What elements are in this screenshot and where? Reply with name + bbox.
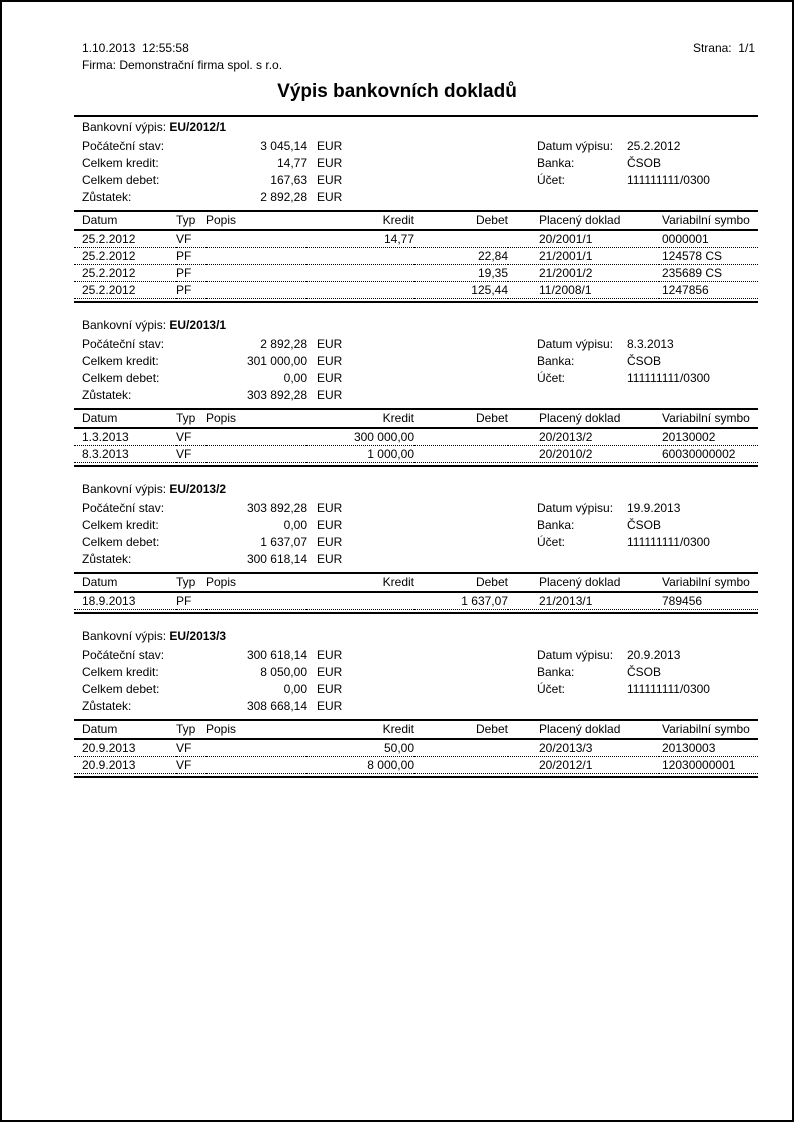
cell-typ: PF	[176, 282, 206, 299]
cell-kredit: 1 000,00	[306, 446, 414, 463]
col-header-popis: Popis	[206, 409, 306, 428]
col-header-kredit: Kredit	[306, 573, 414, 592]
closing-balance-label: Zůstatek:	[82, 190, 132, 204]
cell-placeny-doklad: 20/2010/2	[508, 446, 659, 463]
summary-row	[537, 137, 710, 154]
statement-label: Bankovní výpis:	[82, 482, 167, 496]
cell-variabilni-symbol: 1247856	[659, 282, 758, 299]
table-header-row	[74, 211, 758, 230]
table-row	[74, 757, 758, 774]
currency-label: EUR	[317, 156, 343, 170]
total-credit-value: 8 050,00	[260, 665, 307, 679]
table-row	[74, 248, 758, 265]
report-datetime: 1.10.2013 12:55:58	[82, 41, 189, 55]
statement-label: Bankovní výpis:	[82, 318, 167, 332]
col-header-datum: Datum	[74, 211, 176, 230]
cell-variabilni-symbol: 789456	[659, 592, 758, 610]
page-number: Strana: 1/1	[692, 41, 755, 55]
col-header-typ: Typ	[176, 409, 206, 428]
bank-label: Banka:	[537, 156, 575, 170]
cell-datum: 25.2.2012	[74, 282, 176, 299]
statement-section	[74, 479, 758, 614]
table-row	[74, 230, 758, 248]
summary-row	[537, 516, 710, 533]
col-header-popis: Popis	[206, 211, 306, 230]
table-row	[74, 446, 758, 463]
total-credit-label: Celkem kredit:	[82, 518, 159, 532]
report-title: Výpis bankovních dokladů	[277, 81, 517, 102]
transactions-table-wrap	[74, 408, 758, 467]
summary-bank-details	[537, 499, 710, 550]
cell-typ: PF	[176, 248, 206, 265]
summary-row	[82, 386, 758, 403]
opening-balance-label: Počáteční stav:	[82, 337, 165, 351]
cell-debet: 19,35	[414, 265, 508, 282]
total-debit-label: Celkem debet:	[82, 682, 160, 696]
statement-heading	[74, 626, 758, 646]
cell-popis	[206, 428, 306, 446]
col-header-variabilni-symbol: Variabilní symbo	[659, 211, 758, 230]
currency-label: EUR	[317, 682, 343, 696]
cell-kredit	[306, 282, 414, 299]
cell-placeny-doklad: 20/2012/1	[508, 757, 659, 774]
summary-row	[537, 171, 710, 188]
currency-label: EUR	[317, 371, 343, 385]
statement-label: Bankovní výpis:	[82, 629, 167, 643]
closing-balance-label: Zůstatek:	[82, 388, 132, 402]
cell-debet	[414, 757, 508, 774]
cell-popis	[206, 757, 306, 774]
transactions-table	[74, 572, 758, 610]
account-label: Účet:	[537, 682, 566, 696]
summary-bank-details	[537, 137, 710, 188]
cell-typ: VF	[176, 428, 206, 446]
statement-date-label: Datum výpisu:	[537, 501, 614, 515]
statement-summary	[74, 499, 758, 567]
col-header-kredit: Kredit	[306, 211, 414, 230]
cell-typ: VF	[176, 230, 206, 248]
summary-row	[82, 697, 758, 714]
sections-container	[74, 115, 758, 778]
account-value: 111111111/0300	[627, 682, 710, 696]
cell-debet	[414, 446, 508, 463]
currency-label: EUR	[317, 665, 343, 679]
cell-debet: 22,84	[414, 248, 508, 265]
summary-row	[537, 533, 710, 550]
table-row	[74, 265, 758, 282]
cell-popis	[206, 265, 306, 282]
cell-typ: VF	[176, 739, 206, 757]
currency-label: EUR	[317, 648, 343, 662]
transactions-table	[74, 210, 758, 299]
total-credit-label: Celkem kredit:	[82, 665, 159, 679]
summary-row	[82, 550, 758, 567]
transactions-table	[74, 408, 758, 463]
cell-datum: 18.9.2013	[74, 592, 176, 610]
table-row	[74, 282, 758, 299]
cell-variabilni-symbol: 20130002	[659, 428, 758, 446]
cell-datum: 1.3.2013	[74, 428, 176, 446]
cell-variabilni-symbol: 124578 CS	[659, 248, 758, 265]
opening-balance-label: Počáteční stav:	[82, 139, 165, 153]
total-debit-value: 1 637,07	[260, 535, 307, 549]
statement-section	[74, 626, 758, 778]
table-row	[74, 428, 758, 446]
cell-placeny-doklad: 20/2001/1	[508, 230, 659, 248]
col-header-debet: Debet	[414, 409, 508, 428]
col-header-placeny-doklad: Placený doklad	[508, 409, 659, 428]
col-header-popis: Popis	[206, 573, 306, 592]
col-header-placeny-doklad: Placený doklad	[508, 720, 659, 739]
account-label: Účet:	[537, 371, 566, 385]
currency-label: EUR	[317, 354, 343, 368]
cell-variabilni-symbol: 235689 CS	[659, 265, 758, 282]
col-header-datum: Datum	[74, 720, 176, 739]
currency-label: EUR	[317, 388, 343, 402]
cell-datum: 25.2.2012	[74, 230, 176, 248]
summary-row	[537, 369, 710, 386]
cell-popis	[206, 230, 306, 248]
cell-placeny-doklad: 21/2001/1	[508, 248, 659, 265]
cell-datum: 20.9.2013	[74, 757, 176, 774]
opening-balance-label: Počáteční stav:	[82, 501, 165, 515]
currency-label: EUR	[317, 699, 343, 713]
statement-heading	[74, 315, 758, 335]
cell-datum: 20.9.2013	[74, 739, 176, 757]
currency-label: EUR	[317, 337, 343, 351]
cell-typ: VF	[176, 446, 206, 463]
statement-code: EU/2012/1	[169, 120, 227, 134]
currency-label: EUR	[317, 552, 343, 566]
summary-row	[537, 154, 710, 171]
account-value: 111111111/0300	[627, 371, 710, 385]
bank-label: Banka:	[537, 518, 575, 532]
statement-summary	[74, 646, 758, 714]
cell-kredit	[306, 248, 414, 265]
bank-value: ČSOB	[627, 665, 662, 679]
account-label: Účet:	[537, 535, 566, 549]
summary-row	[537, 352, 710, 369]
company-line: Firma: Demonstrační firma spol. s r.o.	[82, 58, 283, 72]
col-header-placeny-doklad: Placený doklad	[508, 211, 659, 230]
cell-kredit	[306, 592, 414, 610]
total-debit-label: Celkem debet:	[82, 535, 160, 549]
closing-balance-label: Zůstatek:	[82, 552, 132, 566]
col-header-kredit: Kredit	[306, 720, 414, 739]
total-debit-label: Celkem debet:	[82, 371, 160, 385]
opening-balance-label: Počáteční stav:	[82, 648, 165, 662]
cell-placeny-doklad: 20/2013/2	[508, 428, 659, 446]
cell-variabilni-symbol: 60030000002	[659, 446, 758, 463]
cell-debet: 125,44	[414, 282, 508, 299]
transactions-table-wrap	[74, 210, 758, 303]
summary-row	[537, 499, 710, 516]
total-debit-value: 0,00	[283, 371, 307, 385]
cell-kredit: 8 000,00	[306, 757, 414, 774]
opening-balance-value: 300 618,14	[246, 648, 307, 662]
transactions-table	[74, 719, 758, 774]
statement-date-label: Datum výpisu:	[537, 337, 614, 351]
cell-typ: PF	[176, 592, 206, 610]
statement-heading	[74, 479, 758, 499]
statement-date-value: 8.3.2013	[627, 337, 674, 351]
summary-row	[537, 335, 710, 352]
cell-debet	[414, 428, 508, 446]
closing-balance-value: 308 668,14	[246, 699, 307, 713]
cell-placeny-doklad: 11/2008/1	[508, 282, 659, 299]
closing-balance-value: 2 892,28	[260, 190, 307, 204]
table-header-row	[74, 409, 758, 428]
summary-row	[82, 188, 758, 205]
statement-date-label: Datum výpisu:	[537, 139, 614, 153]
closing-balance-label: Zůstatek:	[82, 699, 132, 713]
col-header-typ: Typ	[176, 573, 206, 592]
col-header-datum: Datum	[74, 409, 176, 428]
summary-row	[537, 646, 710, 663]
statement-section	[74, 315, 758, 467]
cell-debet	[414, 230, 508, 248]
col-header-debet: Debet	[414, 211, 508, 230]
cell-popis	[206, 592, 306, 610]
table-row	[74, 739, 758, 757]
statement-summary	[74, 335, 758, 403]
cell-variabilni-symbol: 12030000001	[659, 757, 758, 774]
bank-value: ČSOB	[627, 354, 662, 368]
statement-date-value: 20.9.2013	[627, 648, 681, 662]
table-header-row	[74, 573, 758, 592]
cell-kredit: 300 000,00	[306, 428, 414, 446]
currency-label: EUR	[317, 501, 343, 515]
statement-section	[74, 115, 758, 303]
currency-label: EUR	[317, 173, 343, 187]
currency-label: EUR	[317, 139, 343, 153]
bank-label: Banka:	[537, 354, 575, 368]
col-header-popis: Popis	[206, 720, 306, 739]
opening-balance-value: 2 892,28	[260, 337, 307, 351]
statement-date-value: 19.9.2013	[627, 501, 681, 515]
closing-balance-value: 303 892,28	[246, 388, 307, 402]
currency-label: EUR	[317, 190, 343, 204]
transactions-table-wrap	[74, 719, 758, 778]
summary-bank-details	[537, 335, 710, 386]
cell-popis	[206, 282, 306, 299]
cell-debet: 1 637,07	[414, 592, 508, 610]
opening-balance-value: 3 045,14	[260, 139, 307, 153]
cell-kredit: 50,00	[306, 739, 414, 757]
summary-bank-details	[537, 646, 710, 697]
col-header-datum: Datum	[74, 573, 176, 592]
total-debit-value: 0,00	[283, 682, 307, 696]
summary-row	[537, 680, 710, 697]
cell-typ: VF	[176, 757, 206, 774]
cell-datum: 25.2.2012	[74, 248, 176, 265]
total-credit-value: 0,00	[283, 518, 307, 532]
statement-date-label: Datum výpisu:	[537, 648, 614, 662]
bank-value: ČSOB	[627, 156, 662, 170]
statement-code: EU/2013/3	[169, 629, 227, 643]
col-header-variabilni-symbol: Variabilní symbo	[659, 720, 758, 739]
cell-variabilni-symbol: 0000001	[659, 230, 758, 248]
bank-value: ČSOB	[627, 518, 662, 532]
closing-balance-value: 300 618,14	[246, 552, 307, 566]
cell-debet	[414, 739, 508, 757]
col-header-typ: Typ	[176, 720, 206, 739]
account-value: 111111111/0300	[627, 173, 710, 187]
cell-popis	[206, 248, 306, 265]
total-debit-label: Celkem debet:	[82, 173, 160, 187]
currency-label: EUR	[317, 518, 343, 532]
report-header	[82, 41, 755, 55]
currency-label: EUR	[317, 535, 343, 549]
statement-heading	[74, 117, 758, 137]
total-credit-label: Celkem kredit:	[82, 156, 159, 170]
bank-label: Banka:	[537, 665, 575, 679]
cell-datum: 25.2.2012	[74, 265, 176, 282]
opening-balance-value: 303 892,28	[246, 501, 307, 515]
account-value: 111111111/0300	[627, 535, 710, 549]
statement-code: EU/2013/2	[169, 482, 227, 496]
cell-placeny-doklad: 20/2013/3	[508, 739, 659, 757]
account-label: Účet:	[537, 173, 566, 187]
total-debit-value: 167,63	[270, 173, 307, 187]
total-credit-value: 14,77	[276, 156, 307, 170]
summary-row	[537, 663, 710, 680]
col-header-debet: Debet	[414, 573, 508, 592]
table-row	[74, 592, 758, 610]
cell-popis	[206, 739, 306, 757]
cell-typ: PF	[176, 265, 206, 282]
total-credit-value: 301 000,00	[246, 354, 307, 368]
col-header-placeny-doklad: Placený doklad	[508, 573, 659, 592]
statement-summary	[74, 137, 758, 205]
cell-variabilni-symbol: 20130003	[659, 739, 758, 757]
table-header-row	[74, 720, 758, 739]
transactions-table-wrap	[74, 572, 758, 614]
statement-date-value: 25.2.2012	[627, 139, 681, 153]
cell-kredit: 14,77	[306, 230, 414, 248]
statement-code: EU/2013/1	[169, 318, 227, 332]
col-header-kredit: Kredit	[306, 409, 414, 428]
statement-label: Bankovní výpis:	[82, 120, 167, 134]
col-header-variabilni-symbol: Variabilní symbo	[659, 409, 758, 428]
cell-placeny-doklad: 21/2001/2	[508, 265, 659, 282]
col-header-debet: Debet	[414, 720, 508, 739]
total-credit-label: Celkem kredit:	[82, 354, 159, 368]
cell-datum: 8.3.2013	[74, 446, 176, 463]
cell-placeny-doklad: 21/2013/1	[508, 592, 659, 610]
cell-kredit	[306, 265, 414, 282]
col-header-typ: Typ	[176, 211, 206, 230]
col-header-variabilni-symbol: Variabilní symbo	[659, 573, 758, 592]
cell-popis	[206, 446, 306, 463]
